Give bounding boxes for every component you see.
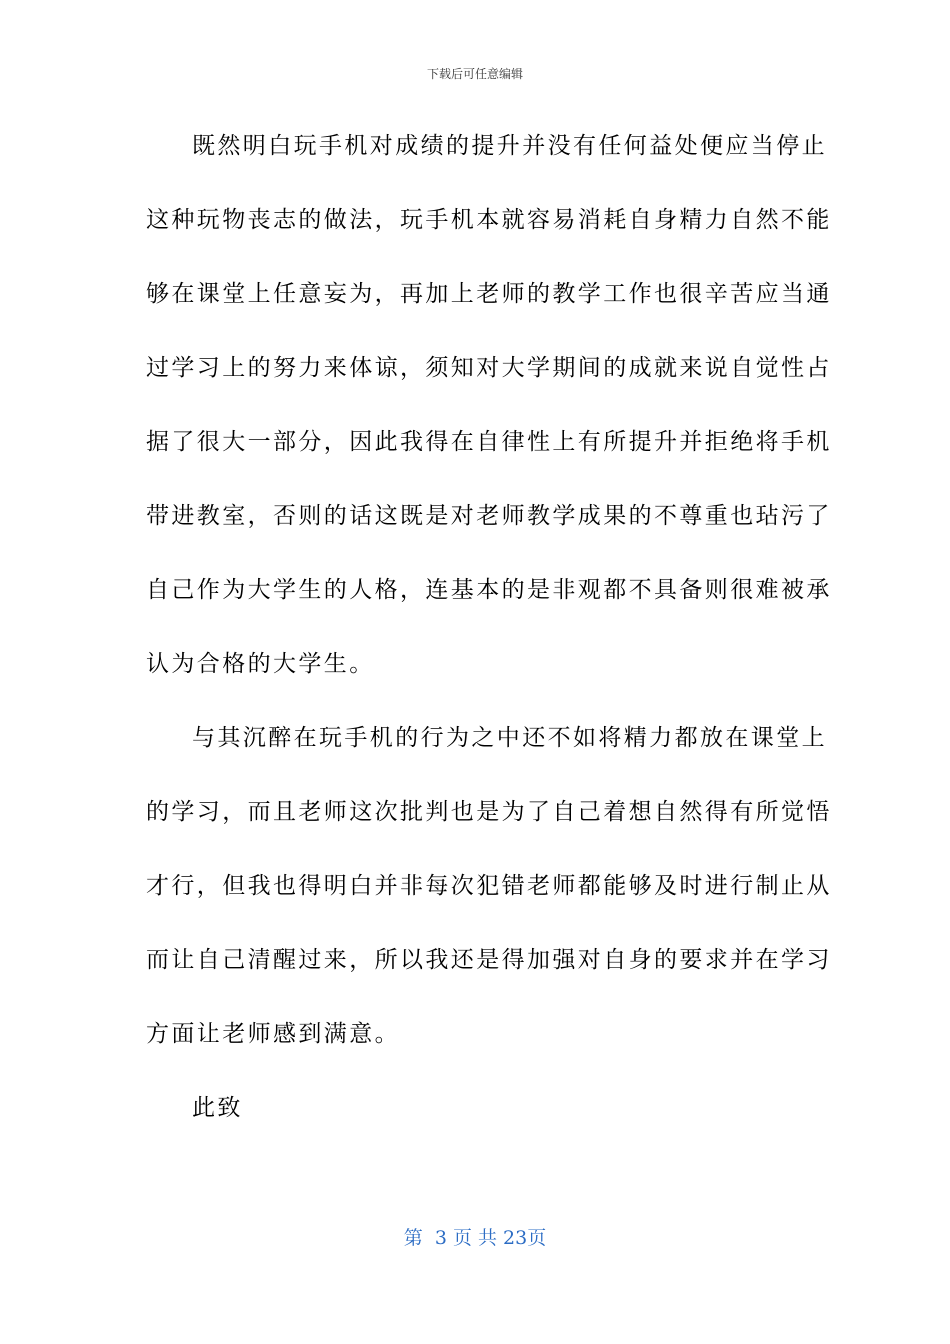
- paragraph-line: 过学习上的努力来体谅，须知对大学期间的成就来说自觉性占: [146, 355, 832, 381]
- paragraph-line: 够在课堂上任意妄为，再加上老师的教学工作也很辛苦应当通: [146, 281, 832, 307]
- paragraph-line: 方面让老师感到满意。: [146, 1021, 400, 1047]
- paragraph-line: 的学习，而且老师这次批判也是为了自己着想自然得有所觉悟: [146, 799, 832, 825]
- paragraph-line: 才行，但我也得明白并非每次犯错老师都能够及时进行制止从: [146, 873, 832, 899]
- closing-salutation: 此致: [192, 1095, 243, 1121]
- paragraph-line: 而让自己清醒过来，所以我还是得加强对自身的要求并在学习: [146, 947, 832, 973]
- paragraph-line: 与其沉醉在玩手机的行为之中还不如将精力都放在课堂上: [192, 725, 827, 751]
- paragraph-line: 带进教室，否则的话这既是对老师教学成果的不尊重也玷污了: [146, 503, 832, 529]
- paragraph-line: 这种玩物丧志的做法，玩手机本就容易消耗自身精力自然不能: [146, 207, 832, 233]
- paragraph-line: 既然明白玩手机对成绩的提升并没有任何益处便应当停止: [192, 133, 827, 159]
- page-number-footer: 第 3 页 共 23页: [403, 1227, 547, 1249]
- paragraph-line: 认为合格的大学生。: [146, 651, 375, 677]
- paragraph-line: 自己作为大学生的人格，连基本的是非观都不具备则很难被承: [146, 577, 832, 603]
- document-body: [146, 124, 832, 1160]
- paragraph-line: 据了很大一部分，因此我得在自律性上有所提升并拒绝将手机: [146, 429, 832, 455]
- page-header: 下载后可任意编辑: [426, 67, 523, 81]
